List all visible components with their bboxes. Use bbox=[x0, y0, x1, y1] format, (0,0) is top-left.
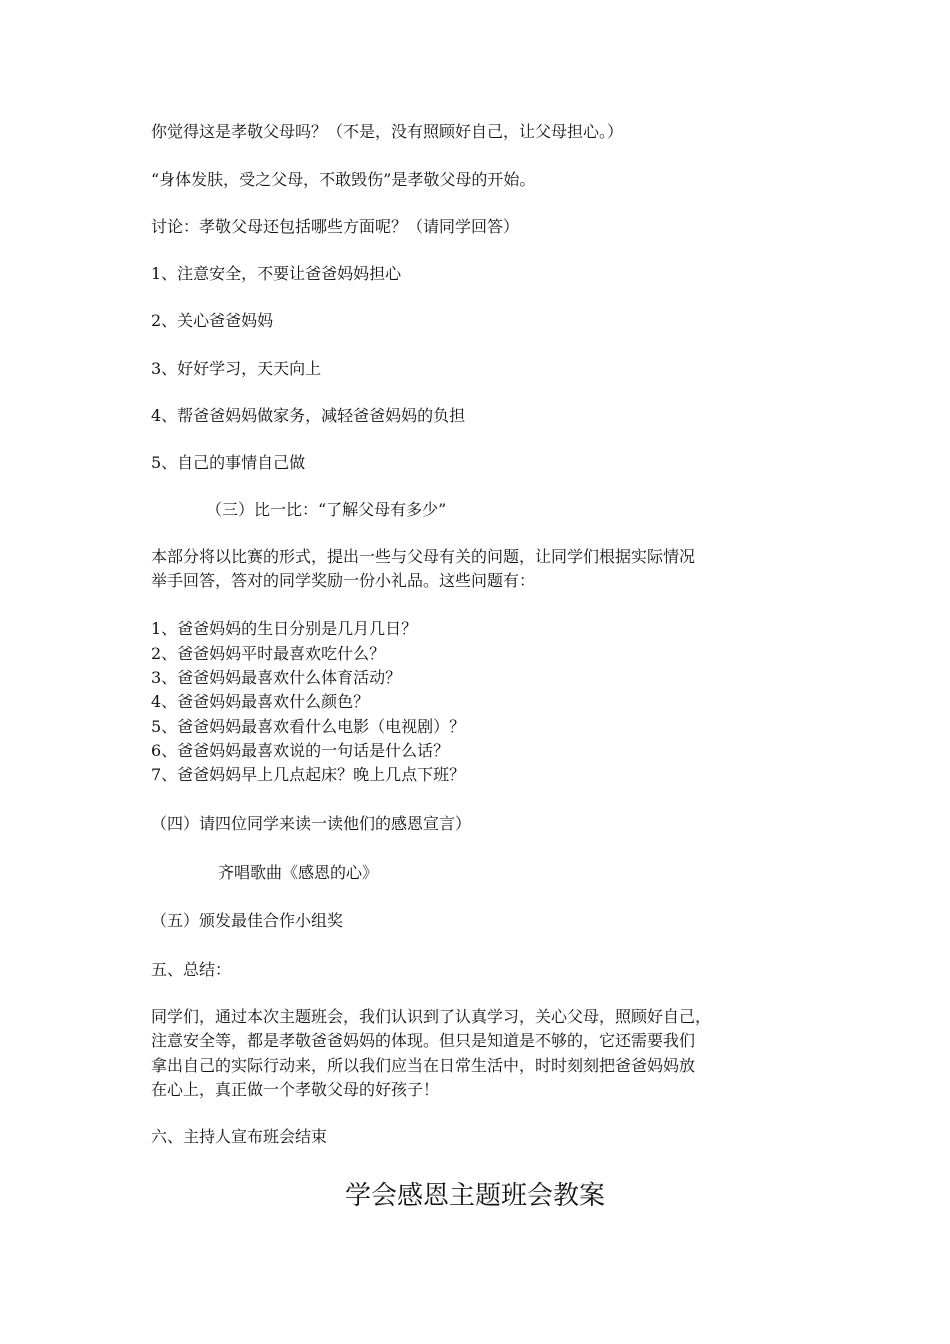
list-item: 1、爸爸妈妈的生日分别是几月几日？ bbox=[151, 619, 418, 638]
paragraph: 举手回答，答对的同学奖励一份小礼品。这些问题有： bbox=[151, 571, 536, 590]
paragraph: 注意安全等，都是孝敬爸爸妈妈的体现。但只是知道是不够的，它还需要我们 bbox=[151, 1031, 696, 1050]
list-item: 2、关心爸爸妈妈 bbox=[151, 311, 274, 330]
paragraph: 本部分将以比赛的形式，提出一些与父母有关的问题，让同学们根据实际情况 bbox=[151, 547, 696, 566]
list-item: 7、爸爸妈妈早上几点起床？晚上几点下班？ bbox=[151, 765, 466, 784]
section-heading: 五、总结： bbox=[151, 960, 232, 979]
section-heading: （三）比一比：“了解父母有多少” bbox=[206, 500, 447, 519]
section-heading: 六、主持人宣布班会结束 bbox=[151, 1127, 328, 1146]
list-item: 2、爸爸妈妈平时最喜欢吃什么？ bbox=[151, 644, 386, 663]
list-item: 4、帮爸爸妈妈做家务，减轻爸爸妈妈的负担 bbox=[151, 406, 466, 425]
section-heading: （五）颁发最佳合作小组奖 bbox=[151, 911, 344, 930]
list-item: 3、爸爸妈妈最喜欢什么体育活动？ bbox=[151, 668, 402, 687]
paragraph: 同学们，通过本次主题班会，我们认识到了认真学习，关心父母，照顾好自己， bbox=[151, 1007, 712, 1026]
paragraph: 拿出自己的实际行动来，所以我们应当在日常生活中，时时刻刻把爸爸妈妈放 bbox=[151, 1056, 696, 1075]
list-item: 1、注意安全，不要让爸爸妈妈担心 bbox=[151, 264, 402, 283]
paragraph: 你觉得这是孝敬父母吗？（不是，没有照顾好自己，让父母担心。） bbox=[151, 122, 624, 141]
list-item: 4、爸爸妈妈最喜欢什么颜色？ bbox=[151, 692, 370, 711]
paragraph: 齐唱歌曲《感恩的心》 bbox=[218, 863, 379, 882]
paragraph: 在心上，真正做一个孝敬父母的好孩子！ bbox=[151, 1080, 440, 1099]
list-item: 5、爸爸妈妈最喜欢看什么电影（电视剧）？ bbox=[151, 717, 466, 736]
paragraph: “身体发肤，受之父母，不敢毁伤”是孝敬父母的开始。 bbox=[151, 170, 536, 189]
list-item: 6、爸爸妈妈最喜欢说的一句话是什么话？ bbox=[151, 741, 450, 760]
list-item: 3、好好学习，天天向上 bbox=[151, 359, 322, 378]
paragraph: 讨论：孝敬父母还包括哪些方面呢？（请同学回答） bbox=[151, 217, 520, 236]
list-item: 5、自己的事情自己做 bbox=[151, 453, 306, 472]
section-heading: （四）请四位同学来读一读他们的感恩宣言） bbox=[151, 814, 472, 833]
document-title: 学会感恩主题班会教案 bbox=[344, 1181, 605, 1211]
